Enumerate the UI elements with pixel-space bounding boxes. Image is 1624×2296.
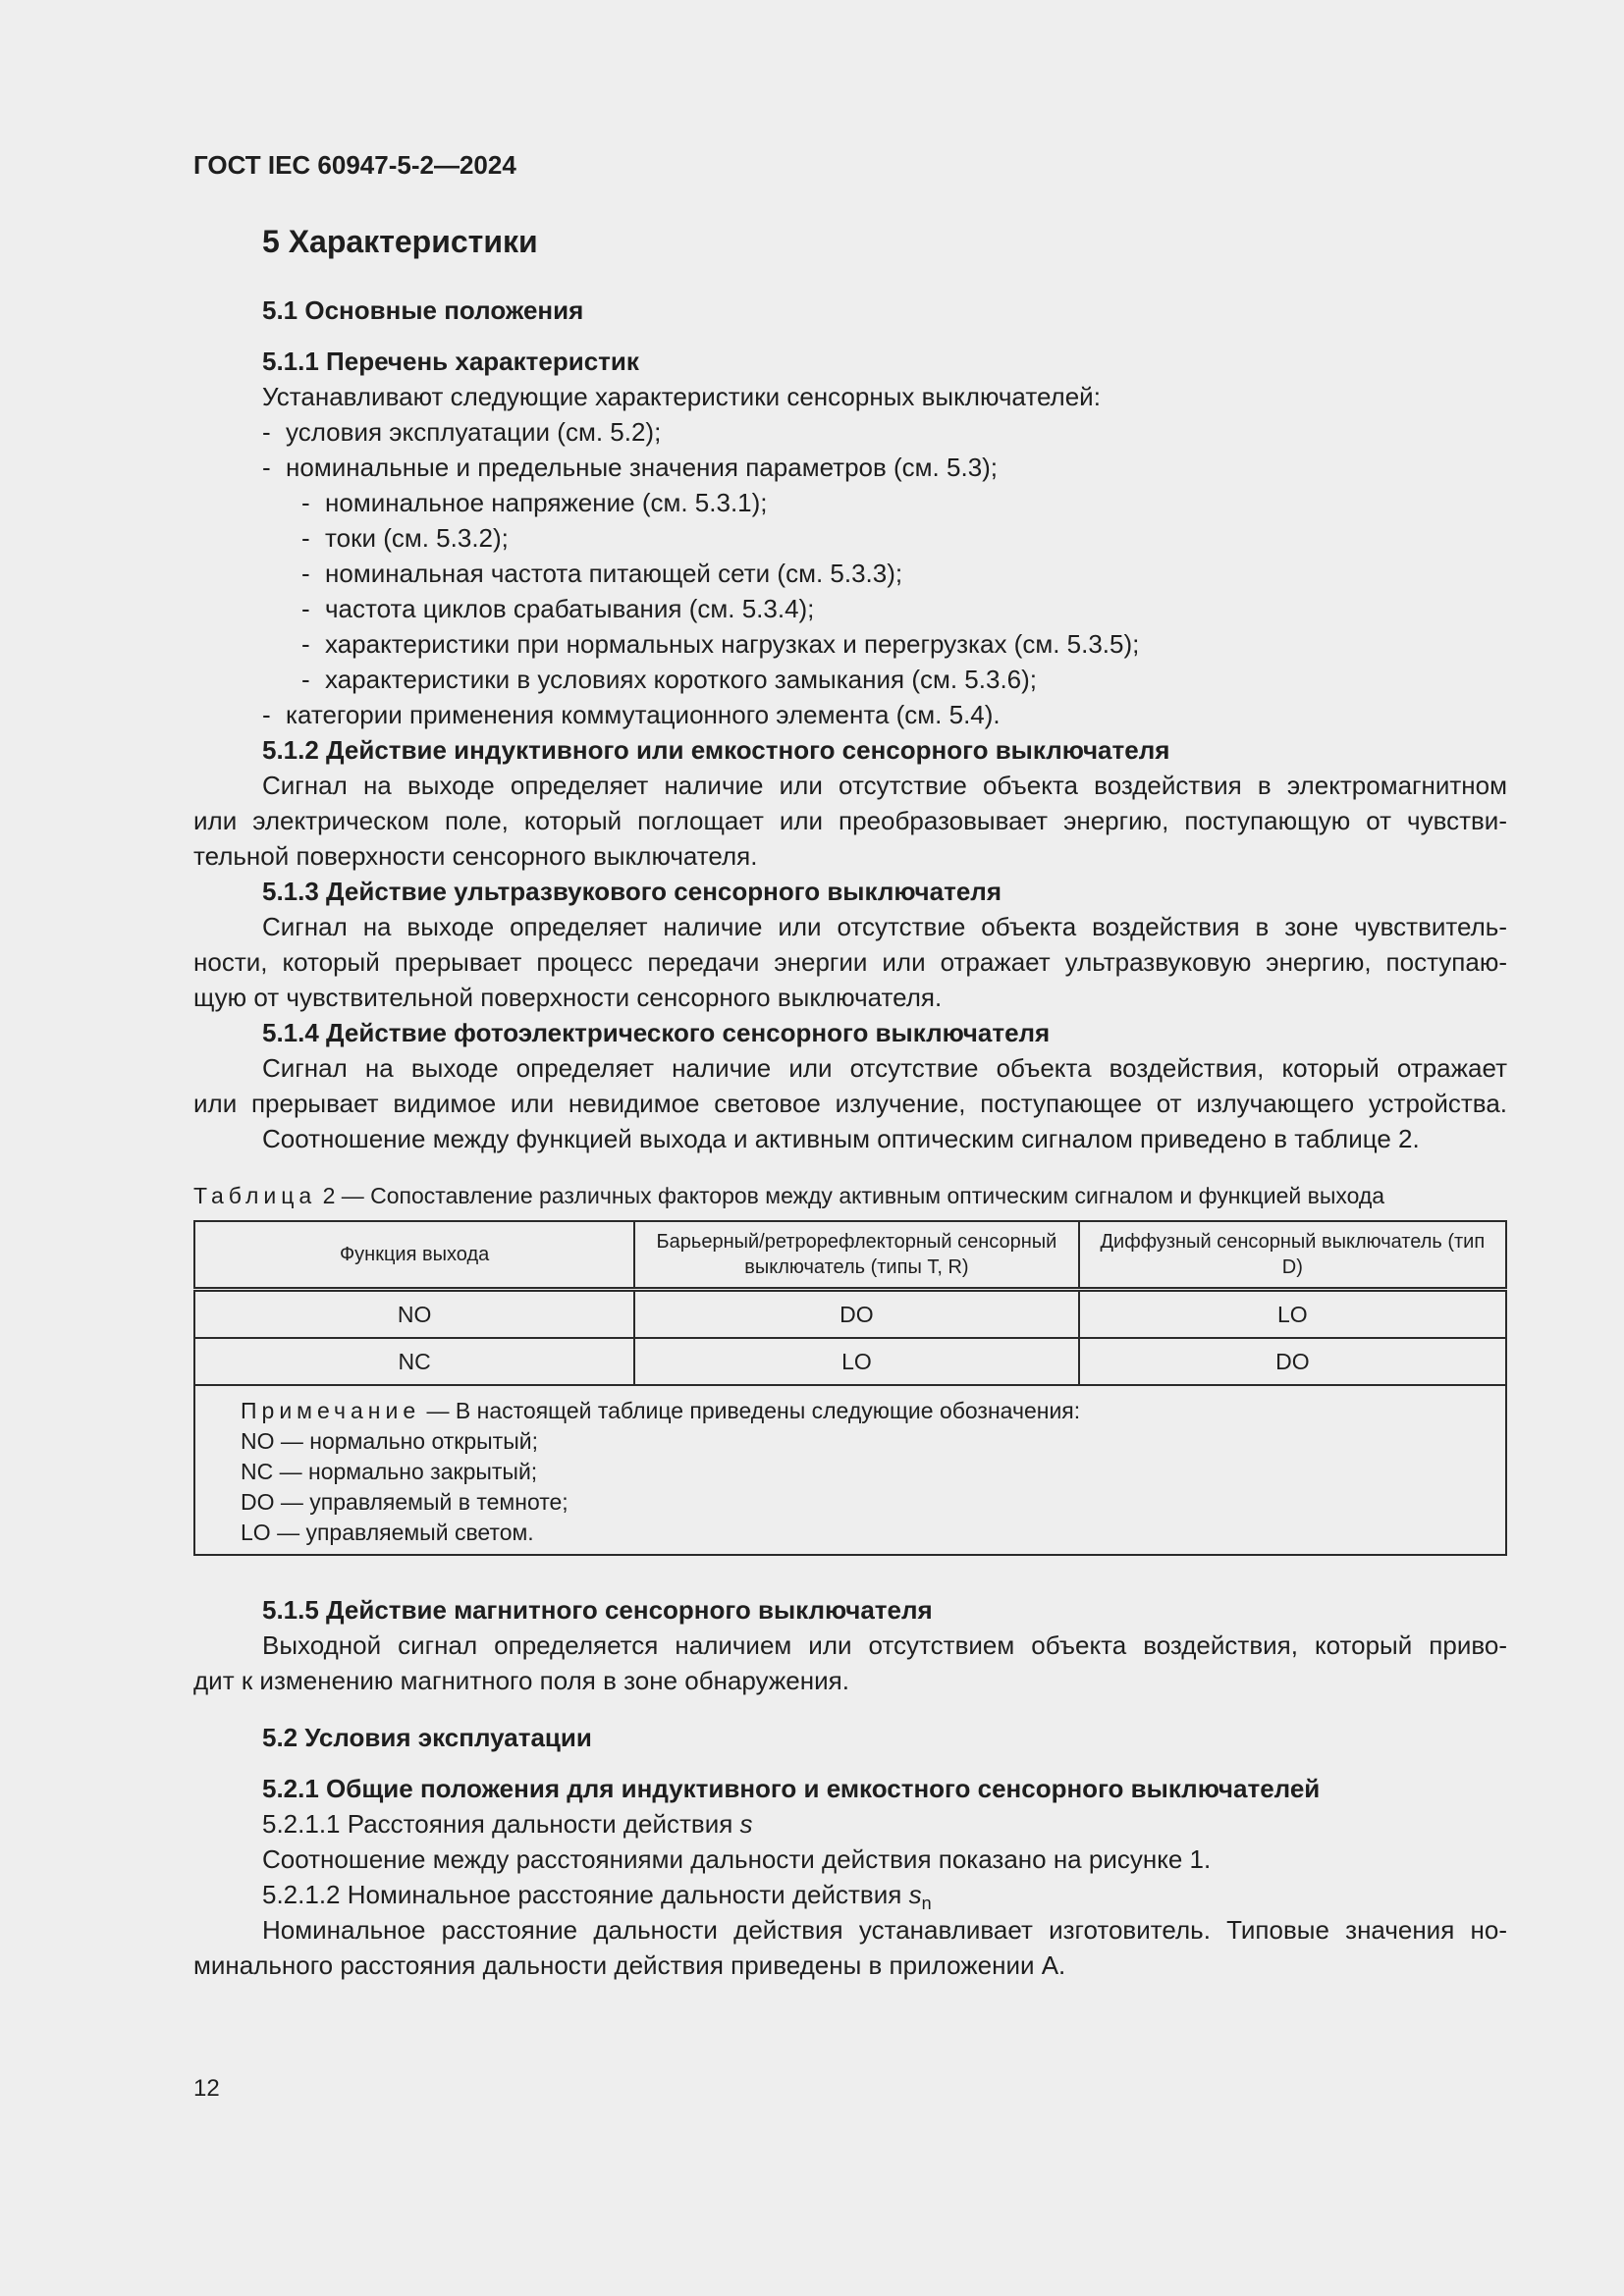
page-number: 12 xyxy=(193,2075,220,2102)
list-item: - характеристики при нормальных нагрузках и перегрузках (см. 5.3.5); xyxy=(301,629,1140,659)
paragraph-line: тельной поверхности сенсорного выключателя. xyxy=(193,841,758,871)
comparison-table xyxy=(193,1220,1507,1556)
clause-title: 5.2.1.2 Номинальное расстояние дальности действия $s_n$ xyxy=(262,1880,932,1914)
table-cell: DO xyxy=(1079,1338,1506,1385)
subsection-title: 5.1.3 Действие ультразвукового сенсорного выключателя xyxy=(262,877,1001,906)
list-item: - номинальная частота питающей сети (см. 5.3.3); xyxy=(301,559,903,588)
table-cell: LO xyxy=(1079,1290,1506,1339)
paragraph: Устанавливают следующие характеристики сенсорных выключателей: xyxy=(262,382,1101,411)
subsection-title: 5.1.5 Действие магнитного сенсорного выключателя xyxy=(262,1595,933,1625)
paragraph-line: или электрическом поле, который поглощает или преобразовывает энергию, поступающую от чувстви- xyxy=(193,806,1507,835)
paragraph-line: Номинальное расстояние дальности действия устанавливает изготовитель. Типовые значения но- xyxy=(262,1915,1507,1945)
symbol-subscript: n xyxy=(921,1894,932,1914)
table-header-cell: Барьерный/ретрорефлекторный сенсорный выключатель (типы T, R) xyxy=(634,1221,1078,1290)
paragraph-line: Сигнал на выходе определяет наличие или отсутствие объекта воздействия в зоне чувствитель- xyxy=(262,912,1507,941)
paragraph-line: Выходной сигнал определяется наличием или отсутствием объекта воздействия, который приво- xyxy=(262,1630,1507,1660)
table-header-row xyxy=(194,1221,1506,1290)
list-item: - токи (см. 5.3.2); xyxy=(301,523,509,553)
paragraph-line: минального расстояния дальности действия приведены в приложении А. xyxy=(193,1950,1066,1980)
paragraph-line: Сигнал на выходе определяет наличие или отсутствие объекта воздействия в электромагнитном xyxy=(262,771,1507,800)
section-5-2 xyxy=(193,1720,1507,1755)
table-header-cell: Функция выхода xyxy=(194,1221,634,1290)
section-title: 5 Характеристики xyxy=(262,224,538,259)
note-line: NO — нормально открытый; xyxy=(241,1428,538,1454)
note-label: Примечание xyxy=(241,1398,421,1423)
section-5-1 xyxy=(193,293,1507,328)
paragraph-line: Соотношение между расстояниями дальности действия показано на рисунке 1. xyxy=(262,1844,1212,1874)
note-line: NC — нормально закрытый; xyxy=(241,1459,538,1484)
note-text: — В настоящей таблице приведены следующие обозначения: xyxy=(420,1398,1081,1423)
note-line: DO — управляемый в темноте; xyxy=(241,1489,568,1515)
list-item: - частота циклов срабатывания (см. 5.3.4); xyxy=(301,594,815,623)
paragraph-line: Соотношение между функцией выхода и активным оптическим сигналом приведено в таблице 2. xyxy=(262,1124,1420,1153)
paragraph-line: или прерывает видимое или невидимое световое излучение, поступающее от излучающего устройства. xyxy=(193,1089,1507,1118)
table-note-row xyxy=(194,1385,1506,1555)
subsection-title: 5.1.4 Действие фотоэлектрического сенсорного выключателя xyxy=(262,1018,1051,1047)
document-header: ГОСТ IEC 60947-5-2—2024 xyxy=(193,150,516,180)
paragraph-line: дит к изменению магнитного поля в зоне обнаружения. xyxy=(193,1666,849,1695)
symbol-s: s xyxy=(739,1809,753,1839)
symbol-s: s xyxy=(908,1880,922,1909)
subsection-title: 5.2.1 Общие положения для индуктивного и емкостного сенсорного выключателей xyxy=(262,1774,1321,1803)
note-line: LO — управляемый светом. xyxy=(241,1520,534,1545)
list-item: - категории применения коммутационного элемента (см. 5.4). xyxy=(262,700,1001,729)
section-5-2-1 xyxy=(193,1771,1507,1983)
table-header-cell: Диффузный сенсорный выключатель (тип D) xyxy=(1079,1221,1506,1290)
paragraph-line: Сигнал на выходе определяет наличие или отсутствие объекта воздействия, который отражает xyxy=(262,1053,1507,1083)
subsection-title: 5.1.2 Действие индуктивного или емкостного сенсорного выключателя xyxy=(262,735,1170,765)
subsection-title: 5.1 Основные положения xyxy=(262,295,584,325)
list-item: - номинальные и предельные значения параметров (см. 5.3); xyxy=(262,453,999,482)
table-cell: NC xyxy=(194,1338,634,1385)
list-item: - номинальное напряжение (см. 5.3.1); xyxy=(301,488,768,517)
list-item: - условия эксплуатации (см. 5.2); xyxy=(262,417,662,447)
section-5-1-5 xyxy=(193,1592,1507,1698)
section-5-1-1 xyxy=(193,344,1507,1156)
table-note xyxy=(194,1385,1506,1555)
paragraph-line: щую от чувствительной поверхности сенсорного выключателя. xyxy=(193,983,943,1012)
clause-title: 5.2.1.1 Расстояния дальности действия s xyxy=(262,1809,753,1839)
subsection-title: 5.2 Условия эксплуатации xyxy=(262,1723,592,1752)
table-cell: NO xyxy=(194,1290,634,1339)
table-cell: DO xyxy=(634,1290,1078,1339)
list-item: - характеристики в условиях короткого замыкания (см. 5.3.6); xyxy=(301,665,1038,694)
table-caption: Таблица 2 — Сопоставление различных факторов между активным оптическим сигналом и функцией выхода xyxy=(193,1183,1385,1208)
table-row xyxy=(194,1338,1506,1385)
paragraph-line: ности, который прерывает процесс передачи энергии или отражает ультразвуковую энергию, поступаю- xyxy=(193,947,1507,977)
table-cell: LO xyxy=(634,1338,1078,1385)
table-row xyxy=(194,1290,1506,1339)
subsection-title: 5.1.1 Перечень характеристик xyxy=(262,347,639,376)
